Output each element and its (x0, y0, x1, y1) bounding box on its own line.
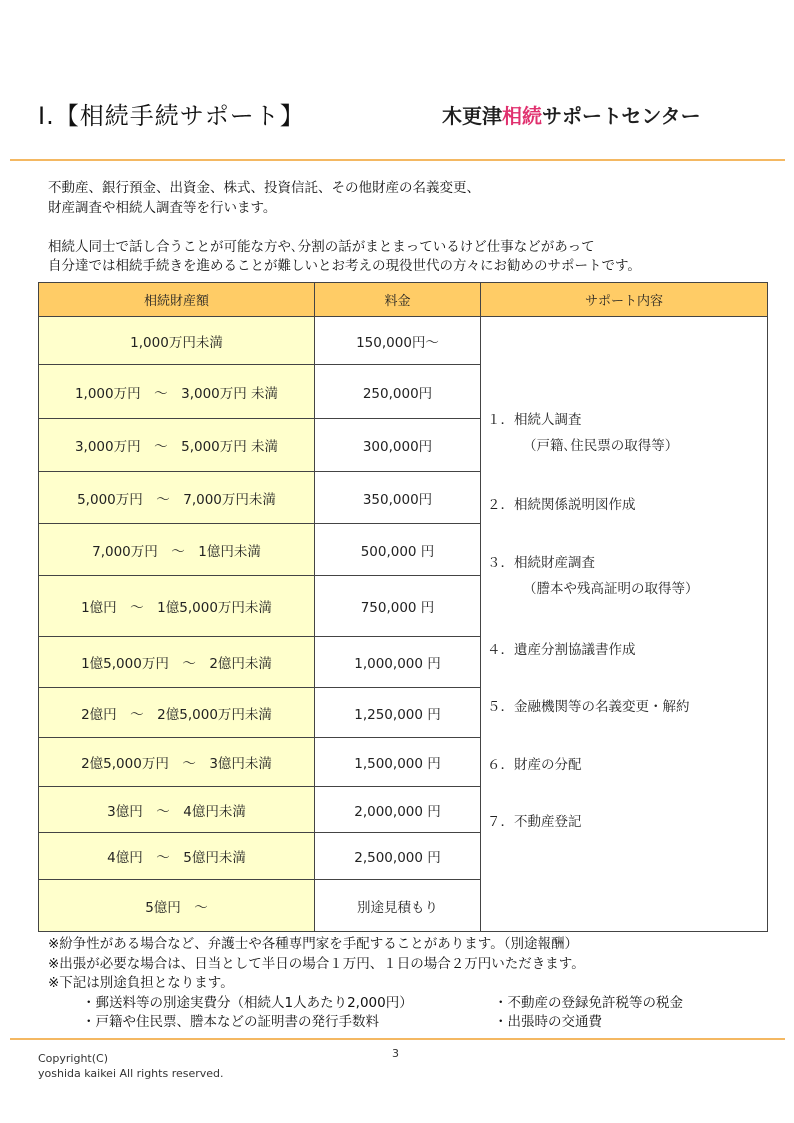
fee-cell: 350,000円 (315, 472, 481, 524)
copyright (38, 1051, 224, 1081)
intro-line-3: 相続人同士で話し合うことが可能な方や､分割の話がまとまっているけど仕事などがあって (48, 238, 595, 255)
fee-cell: 1,250,000 円 (315, 688, 481, 738)
fee-cell: 750,000 円 (315, 576, 481, 637)
page-title: Ⅰ.【相続手続サポート】 (38, 102, 305, 130)
amount-cell: 3億円 ～ 4億円未満 (39, 787, 315, 833)
header-support: サポート内容 (481, 283, 768, 317)
support-item-3-sub: （謄本や残高証明の取得等） (523, 581, 699, 597)
page-number: 3 (392, 1047, 399, 1060)
header-fee: 料金 (315, 283, 481, 317)
note-travel: ※出張が必要な場合は、日当として半日の場合１万円、１日の場合２万円いただきます。 (48, 955, 585, 972)
company-logo (442, 100, 701, 129)
support-item-6: ６．財産の分配 (487, 757, 582, 773)
intro-line-4: 自分達では相続手続きを進めることが難しいとお考えの現役世代の方々にお勧めのサポートです。 (48, 258, 641, 274)
cost-certificate: ・戸籍や住民票、謄本などの証明書の発行手数料 (82, 1014, 379, 1030)
amount-cell: 1億5,000万円 ～ 2億円未満 (39, 637, 315, 688)
intro-line-1: 不動産、銀行預金、出資金、株式、投資信託、その他財産の名義変更、 (48, 180, 480, 196)
fee-cell: 2,500,000 円 (315, 833, 481, 880)
fee-cell: 1,000,000 円 (315, 637, 481, 688)
fee-cell: 150,000円～ (315, 317, 481, 365)
fee-cell: 2,000,000 円 (315, 787, 481, 833)
intro-line-2: 財産調査や相続人調査等を行います。 (48, 199, 277, 216)
logo-text-1: 木更津 (442, 104, 502, 128)
logo-text-accent: 相続 (502, 104, 542, 128)
support-item-4: ４．遺産分割協議書作成 (487, 642, 636, 658)
amount-cell: 4億円 ～ 5億円未満 (39, 833, 315, 880)
amount-cell: 7,000万円 ～ 1億円未満 (39, 524, 315, 576)
amount-cell: 1,000万円 ～ 3,000万円 未満 (39, 365, 315, 419)
support-item-5: ５．金融機関等の名義変更・解約 (487, 699, 690, 715)
support-item-1: １．相続人調査 (487, 412, 582, 428)
support-item-1-sub: （戸籍､住民票の取得等） (523, 438, 679, 454)
support-cell (481, 317, 768, 932)
cost-postage: ・郵送料等の別途実費分（相続人1人あたり2,000円） (82, 994, 413, 1011)
fee-cell: 250,000円 (315, 365, 481, 419)
cost-transport: ・出張時の交通費 (494, 1014, 602, 1030)
support-item-7: ７．不動産登記 (487, 814, 582, 830)
support-item-3: ３．相続財産調査 (487, 555, 595, 571)
notes-section (48, 935, 778, 1033)
table-row (39, 317, 768, 365)
footer-divider (10, 1038, 785, 1040)
amount-cell: 1億円 ～ 1億5,000万円未満 (39, 576, 315, 637)
note-dispute: ※紛争性がある場合など、弁護士や各種専門家を手配することがあります。（別途報酬） (48, 936, 578, 952)
cost-tax: ・不動産の登録免許税等の税金 (494, 994, 683, 1011)
copyright-line-2: yoshida kaikei All rights reserved. (38, 1067, 224, 1080)
amount-cell: 2億5,000万円 ～ 3億円未満 (39, 738, 315, 787)
fee-cell: 1,500,000 円 (315, 738, 481, 787)
header-divider (10, 159, 785, 161)
amount-cell: 2億円 ～ 2億5,000万円未満 (39, 688, 315, 738)
header-amount: 相続財産額 (39, 283, 315, 317)
amount-cell: 5億円 ～ (39, 880, 315, 932)
intro-text (48, 179, 778, 277)
copyright-line-1: Copyright(C) (38, 1052, 109, 1065)
note-extra-costs: ※下記は別途負担となります。 (48, 975, 234, 991)
support-item-2: ２．相続関係説明図作成 (487, 497, 636, 513)
table-header-row (39, 283, 768, 317)
fee-cell: 500,000 円 (315, 524, 481, 576)
fee-cell: 別途見積もり (315, 880, 481, 932)
amount-cell: 3,000万円 ～ 5,000万円 未満 (39, 419, 315, 472)
fee-cell: 300,000円 (315, 419, 481, 472)
fee-table (38, 282, 768, 932)
amount-cell: 5,000万円 ～ 7,000万円未満 (39, 472, 315, 524)
amount-cell: 1,000万円未満 (39, 317, 315, 365)
logo-text-2: サポートセンター (542, 104, 701, 128)
